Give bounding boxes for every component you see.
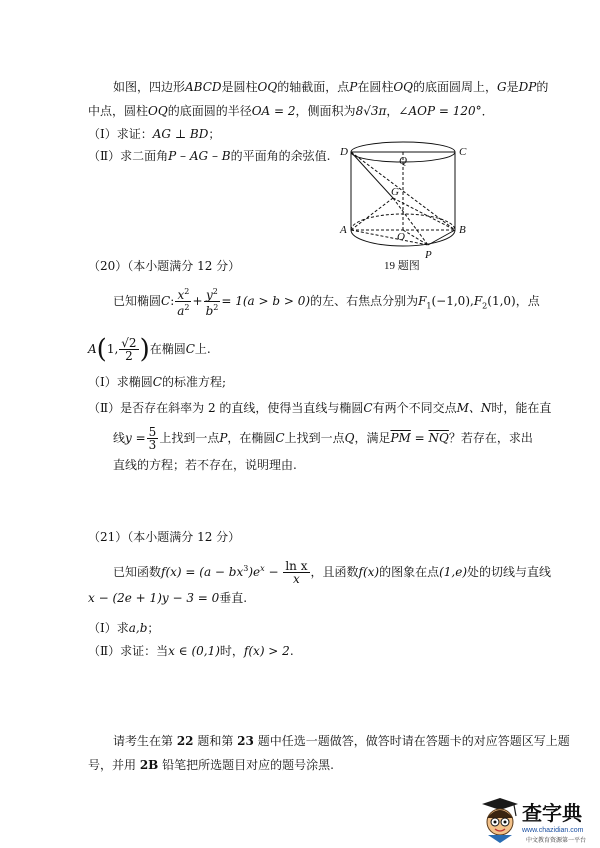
math: f(x) > 2 bbox=[243, 644, 290, 658]
math: (−1,0) bbox=[431, 294, 471, 308]
q20-intro: 已知椭圆C: $\frac{x^2}{a^2}$ + $\frac{y^2}{b^2}$ = 1(a > b > 0)的左、右焦点分别为$F_1(-1,0),F_2(1,0)$，点 bbox=[113, 287, 540, 318]
math: F bbox=[418, 294, 427, 308]
math: 3 bbox=[148, 438, 157, 452]
text: 的底面圆周上， bbox=[413, 80, 498, 94]
text: 在圆柱 bbox=[357, 80, 394, 94]
fraction-sqrt2-2 bbox=[119, 337, 138, 362]
math: (1,e) bbox=[439, 565, 468, 579]
q19-intro-line1 bbox=[113, 79, 548, 95]
math: C bbox=[275, 431, 285, 445]
text: 的底面圆的半径 bbox=[167, 104, 252, 118]
q21-line2 bbox=[88, 590, 247, 606]
math: 8√3π bbox=[355, 104, 387, 118]
q20-part2-line2 bbox=[113, 424, 533, 452]
math: 5 bbox=[148, 425, 157, 439]
math: $\overline{NQ}$ bbox=[428, 431, 449, 445]
math: $\overline{PM}$ bbox=[390, 431, 411, 445]
text: 题中任选一题做答，做答时请在答题卡的对应答题区写上题 bbox=[253, 734, 570, 748]
text: 的平面角的余弦值. bbox=[230, 149, 331, 163]
math: y bbox=[206, 288, 213, 302]
text: ，在椭圆 bbox=[227, 431, 276, 445]
text: ，且函数 bbox=[310, 565, 359, 579]
text: 时，能在直 bbox=[491, 401, 552, 415]
text: ？若存在，求出 bbox=[448, 431, 533, 445]
q21-part1 bbox=[88, 620, 159, 636]
q20-part2-line1 bbox=[88, 400, 551, 416]
text: 请考生在第 bbox=[113, 734, 177, 748]
q21-intro bbox=[113, 555, 551, 586]
math: , bbox=[470, 294, 474, 308]
text: （Ⅱ）求二面角 bbox=[88, 149, 169, 163]
math: P – AG – B bbox=[168, 149, 231, 163]
math: f(x) = (a − bx bbox=[161, 565, 244, 579]
text: ，满足 bbox=[354, 431, 391, 445]
text: ， bbox=[386, 104, 399, 118]
math: 1 bbox=[426, 301, 432, 311]
logo-slogan: 中文教育资源第一平台 bbox=[526, 837, 587, 844]
label-A: A bbox=[340, 224, 347, 236]
text: 22 bbox=[176, 734, 194, 748]
math: AG ⊥ BD bbox=[152, 127, 209, 141]
q20-part1 bbox=[88, 374, 226, 390]
cylinder-figure bbox=[335, 136, 475, 271]
math: M、N bbox=[456, 401, 492, 415]
figure-caption: 19 题图 bbox=[384, 260, 420, 271]
math: C bbox=[152, 375, 162, 389]
text: 中点，圆柱 bbox=[88, 104, 149, 118]
math: x bbox=[177, 288, 185, 302]
math: P bbox=[349, 80, 358, 94]
math: 2 bbox=[125, 349, 133, 363]
fraction-x2-a2: $\frac{x^2}{a^2}$ bbox=[177, 287, 190, 318]
text: 号，并用 bbox=[88, 758, 140, 772]
q19-intro-line2 bbox=[88, 103, 494, 119]
fraction-y2-b2: $\frac{y^2}{b^2}$ bbox=[205, 287, 219, 318]
math: f(x) bbox=[358, 565, 380, 579]
text: 在椭圆 bbox=[149, 342, 186, 356]
label-Q: Q bbox=[399, 155, 407, 167]
math: b bbox=[205, 304, 214, 318]
text: 的 bbox=[536, 80, 549, 94]
math: : bbox=[170, 294, 175, 308]
text: 有两个不同交点 bbox=[372, 401, 457, 415]
math: − bbox=[264, 565, 283, 579]
fraction-lnx-x bbox=[283, 560, 309, 585]
math: DP bbox=[518, 80, 537, 94]
q20-header: （20）（本小题满分 12 分） bbox=[88, 259, 241, 273]
math: = 1(a > b > 0) bbox=[221, 294, 311, 308]
math: x bbox=[293, 572, 300, 586]
text: （Ⅱ）求证：当 bbox=[88, 644, 169, 658]
text: （Ⅰ）求 bbox=[88, 621, 129, 635]
math: y = bbox=[125, 431, 146, 445]
text: ； bbox=[147, 621, 160, 635]
text: ． bbox=[481, 104, 494, 118]
notice-line1 bbox=[113, 733, 570, 749]
math: OQ bbox=[148, 104, 168, 118]
label-O: O bbox=[397, 231, 405, 243]
math: = bbox=[410, 431, 429, 445]
math: 2 bbox=[482, 301, 488, 311]
math: x − (2e + 1)y − 3 = 0 bbox=[88, 591, 220, 605]
math: 3 bbox=[243, 564, 249, 573]
math: G bbox=[497, 80, 507, 94]
math: C bbox=[363, 401, 373, 415]
text: 已知椭圆 bbox=[113, 294, 162, 308]
mascot-icon bbox=[482, 798, 518, 843]
math: (1,0) bbox=[487, 294, 516, 308]
text: 的标准方程; bbox=[161, 375, 226, 389]
text: 是圆柱 bbox=[221, 80, 258, 94]
text: 题和第 bbox=[193, 734, 238, 748]
label-G: G bbox=[391, 186, 399, 198]
math: x bbox=[260, 564, 265, 573]
math: A bbox=[88, 342, 97, 356]
math: 1, bbox=[106, 342, 119, 356]
text: ，点 bbox=[515, 294, 540, 308]
math: F bbox=[473, 294, 483, 308]
text: 上. bbox=[194, 342, 211, 356]
text: 垂直. bbox=[219, 591, 248, 605]
math: C bbox=[161, 294, 171, 308]
segment-AG bbox=[351, 198, 393, 230]
label-C: C bbox=[459, 146, 467, 158]
notice-line2 bbox=[88, 757, 334, 773]
text: （Ⅰ）求证： bbox=[88, 127, 153, 141]
math: OQ bbox=[257, 80, 278, 94]
text: 的左、右焦点分别为 bbox=[310, 294, 419, 308]
math: C bbox=[185, 342, 195, 356]
math: ∠AOP = 120° bbox=[398, 104, 482, 118]
text: 是 bbox=[506, 80, 519, 94]
q20-point-A: A(1, $\frac{√2}{2}$ )在椭圆C上. bbox=[88, 334, 211, 365]
text: 如图，四边形 bbox=[113, 80, 186, 94]
text: 已知函数 bbox=[113, 565, 162, 579]
text: ，侧面积为 bbox=[295, 104, 356, 118]
math: ABCD bbox=[185, 80, 222, 94]
text: ； bbox=[208, 127, 221, 141]
text: . bbox=[289, 644, 294, 658]
text: 的图象在点 bbox=[379, 565, 440, 579]
math: OQ bbox=[393, 80, 414, 94]
logo-title: 查字典 bbox=[522, 801, 582, 825]
math: a,b bbox=[128, 621, 148, 635]
text: 23 bbox=[237, 734, 254, 748]
math: a bbox=[177, 304, 185, 318]
segment-PB bbox=[428, 230, 455, 245]
q21-header: （21）（本小题满分 12 分） bbox=[88, 530, 241, 544]
math: Q bbox=[344, 431, 355, 445]
math: )e bbox=[248, 565, 261, 579]
q19-part2 bbox=[88, 148, 330, 164]
label-D: D bbox=[340, 146, 348, 158]
chazidian-logo bbox=[478, 794, 596, 846]
text: 处的切线与直线 bbox=[467, 565, 552, 579]
q20-part2-line3: 直线的方程；若不存在，说明理由. bbox=[113, 458, 297, 472]
q19-part1 bbox=[88, 126, 220, 142]
fraction-5-3 bbox=[147, 426, 159, 451]
text: （Ⅱ）是否存在斜率为 2 的直线，使得当直线与椭圆 bbox=[88, 401, 364, 415]
math: P bbox=[219, 431, 228, 445]
text: 时， bbox=[219, 644, 244, 658]
segment-DG bbox=[351, 152, 393, 198]
text: （Ⅰ）求椭圆 bbox=[88, 375, 153, 389]
text: 铅笔把所选题目对应的题号涂黑. bbox=[158, 758, 334, 772]
logo-url: www.chazidian.com bbox=[522, 827, 584, 834]
text: 线 bbox=[113, 431, 126, 445]
math: x ∈ (0,1) bbox=[168, 644, 220, 658]
label-B: B bbox=[459, 224, 466, 236]
label-P: P bbox=[425, 249, 432, 261]
text: 2B bbox=[139, 758, 159, 772]
math: OA = 2 bbox=[251, 104, 296, 118]
text: 的轴截面，点 bbox=[277, 80, 350, 94]
math: ln x bbox=[285, 559, 308, 573]
text: 上找到一点 bbox=[284, 431, 345, 445]
q21-part2 bbox=[88, 643, 294, 659]
text: 上找到一点 bbox=[159, 431, 220, 445]
math: √2 bbox=[121, 336, 137, 350]
